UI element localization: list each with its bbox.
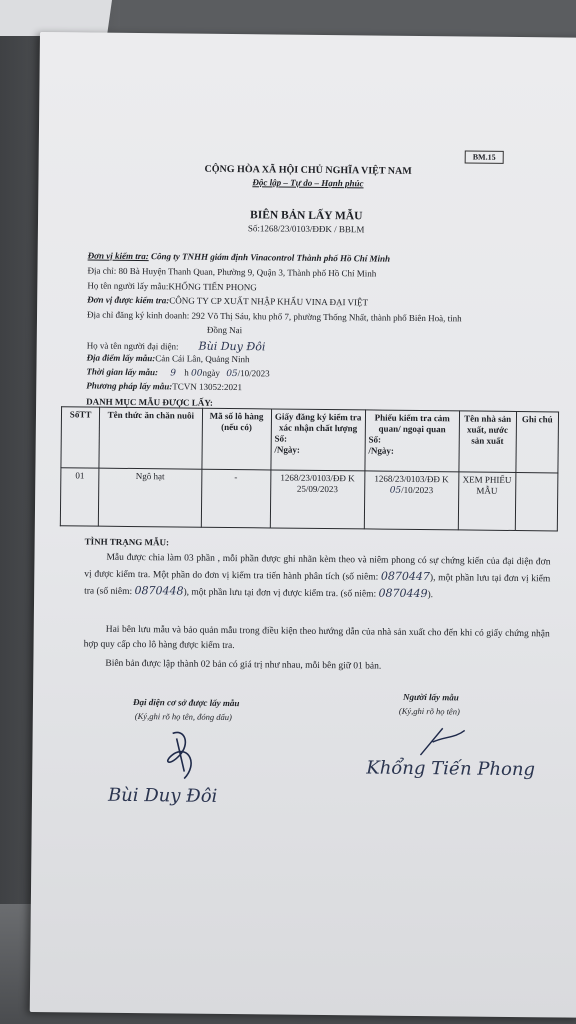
representative-handwritten: Bùi Duy Đôi xyxy=(198,339,266,354)
representative-label: Họ và tên người đại diện: xyxy=(86,340,179,352)
business-address-cont: Đồng Nai xyxy=(206,324,243,336)
time-label: Thời gian lấy mẫu: xyxy=(86,366,159,378)
left-signature-note: (Ký,ghi rõ họ tên, đóng dấu) xyxy=(134,711,232,723)
form-code-badge: BM.15 xyxy=(465,150,504,163)
cell-check-day: 05 xyxy=(389,485,402,496)
left-signer-name: Bùi Duy Đôi xyxy=(107,784,218,807)
right-signer-name: Khổng Tiến Phong xyxy=(366,757,536,781)
time-date-rest: /10/2023 xyxy=(237,368,270,379)
header-note: Ghi chú xyxy=(515,412,558,473)
status-paragraph-2: Hai bên lưu mẫu và bảo quản mẫu trong điều kiện theo hướng dẫn của nhà sản xuất cho đến khi có giấy chứng nhận hợp quy cấp cho lô hàng được kiểm tra. xyxy=(83,624,550,652)
seal-number-1: 0870447 xyxy=(380,569,431,584)
cell-note xyxy=(515,473,558,531)
status-paragraph-3: Biên bản được lập thành 02 bản có giá trị như nhau, mỗi bên giữ 01 bản. xyxy=(105,658,382,672)
cell-manufacturer: XEM PHIẾU MẪU xyxy=(458,472,515,531)
cell-stt: 01 xyxy=(60,468,99,526)
cell-feed-name: Ngô hạt xyxy=(99,468,202,527)
time-day: 05 xyxy=(226,368,238,380)
sample-list-heading: DANH MỤC MẪU ĐƯỢC LẤY: xyxy=(86,396,214,408)
header-registration-title: Giấy đăng ký kiểm tra xác nhận chất lượng xyxy=(274,411,362,434)
inspector-address: Địa chỉ: 80 Bà Huyện Thanh Quan, Phường 9, Quận 3, Thành phố Hồ Chí Minh xyxy=(87,265,377,279)
status-text-a: Mẫu được chia làm 03 phần , mỗi phần được ghi nhãn kèm theo và niêm phong có sự chứng kiến của đại diện đơn vị được kiểm tra. Một phần do đơn vị kiểm tra tiến hành phân tích (số niêm: xyxy=(84,552,551,583)
sample-status-heading: TÌNH TRẠNG MẪU: xyxy=(84,536,170,548)
cell-registration: 1268/23/0103/ĐĐ K 25/09/2023 xyxy=(270,470,365,529)
cell-check-number: 1268/23/0103/ĐĐ K xyxy=(374,473,449,485)
sample-table xyxy=(60,406,559,531)
method-label: Phương pháp lấy mẫu: xyxy=(86,380,173,392)
header-check xyxy=(365,410,460,472)
status-paragraph-1 xyxy=(84,550,550,604)
header-lot-number: Mã số lô hàng (nếu có) xyxy=(201,408,271,470)
method-line xyxy=(86,381,242,393)
status-text-d: ). xyxy=(427,590,434,601)
right-signature-mark xyxy=(412,720,482,761)
cell-check xyxy=(364,471,459,530)
seal-number-3: 0870449 xyxy=(378,586,428,601)
table-header-row xyxy=(61,407,559,473)
document-page xyxy=(30,32,576,1018)
time-hour-unit: h xyxy=(184,367,189,378)
location-label: Địa điểm lấy mẫu: xyxy=(86,352,156,364)
header-registration xyxy=(271,409,366,471)
inspector-label: Đơn vị kiểm tra: xyxy=(87,250,149,262)
header-check-title: Phiếu kiểm tra cảm quan/ ngoại quan xyxy=(374,412,450,435)
status-text-c: ), một phần lưu tại đơn vị được kiểm tra. (số niêm: xyxy=(183,587,377,600)
time-day-label: ngày xyxy=(202,367,221,378)
representative-line xyxy=(87,339,266,354)
header-registration-so: Số: xyxy=(274,433,288,444)
time-line xyxy=(86,367,269,380)
country-heading: CỘNG HÒA XÃ HỘI CHỦ NGHĨA VIỆT NAM xyxy=(204,163,412,177)
inspector-value: Công ty TNHH giám định Vinacontrol Thành phố Hồ Chí Minh xyxy=(148,251,391,264)
header-check-ngay: /Ngày: xyxy=(368,445,394,456)
inspected-value: CÔNG TY CP XUẤT NHẬP KHẨU VINA ĐẠI VIỆT xyxy=(169,295,369,308)
header-manufacturer: Tên nhà sản xuất, nước sản xuất xyxy=(459,411,516,473)
header-registration-ngay: /Ngày: xyxy=(274,444,300,455)
business-address: Địa chỉ đăng ký kinh doanh: 292 Võ Thị Sáu, khu phố 7, phường Thống Nhất, thành phố Biên Hoà, tỉnh xyxy=(86,309,462,324)
time-hour: 9 xyxy=(170,368,177,379)
cell-check-date: /10/2023 xyxy=(401,484,434,496)
document-number: Số:1268/23/0103/ĐĐK / BBLM xyxy=(247,223,365,235)
header-check-so: Số: xyxy=(368,434,382,445)
header-stt: SốTT xyxy=(61,407,100,468)
left-signature-title: Đại diện cơ sở được lấy mẫu xyxy=(132,697,240,709)
left-signature-mark xyxy=(154,723,225,784)
time-minute: 00 xyxy=(190,368,203,379)
motto: Độc lập – Tự do – Hạnh phúc xyxy=(252,177,364,189)
underlying-paper xyxy=(0,0,112,36)
right-signature-note: (Ký,ghi rõ họ tên) xyxy=(398,705,460,717)
location-value: Cản Cái Lân, Quảng Ninh xyxy=(155,353,250,365)
inspected-line xyxy=(87,295,368,308)
method-value: TCVN 13052:2021 xyxy=(172,381,243,393)
table-row xyxy=(60,468,558,531)
status-text-b: ), một phần lưu tại đơn vị kiểm tra (số niêm: xyxy=(84,573,551,597)
sampler-name: Họ tên người lấy mẫu:KHỔNG TIẾN PHONG xyxy=(87,280,257,293)
inspector-line xyxy=(88,251,390,264)
location-line xyxy=(87,353,250,365)
right-signature-title: Người lấy mẫu xyxy=(403,691,459,703)
seal-number-2: 0870448 xyxy=(134,584,184,598)
header-feed-name: Tên thức ăn chăn nuôi xyxy=(99,407,202,469)
inspected-label: Đơn vị được kiểm tra: xyxy=(87,294,170,306)
document-title: BIÊN BẢN LẤY MẪU xyxy=(250,209,363,223)
cell-lot-number: - xyxy=(201,469,271,528)
